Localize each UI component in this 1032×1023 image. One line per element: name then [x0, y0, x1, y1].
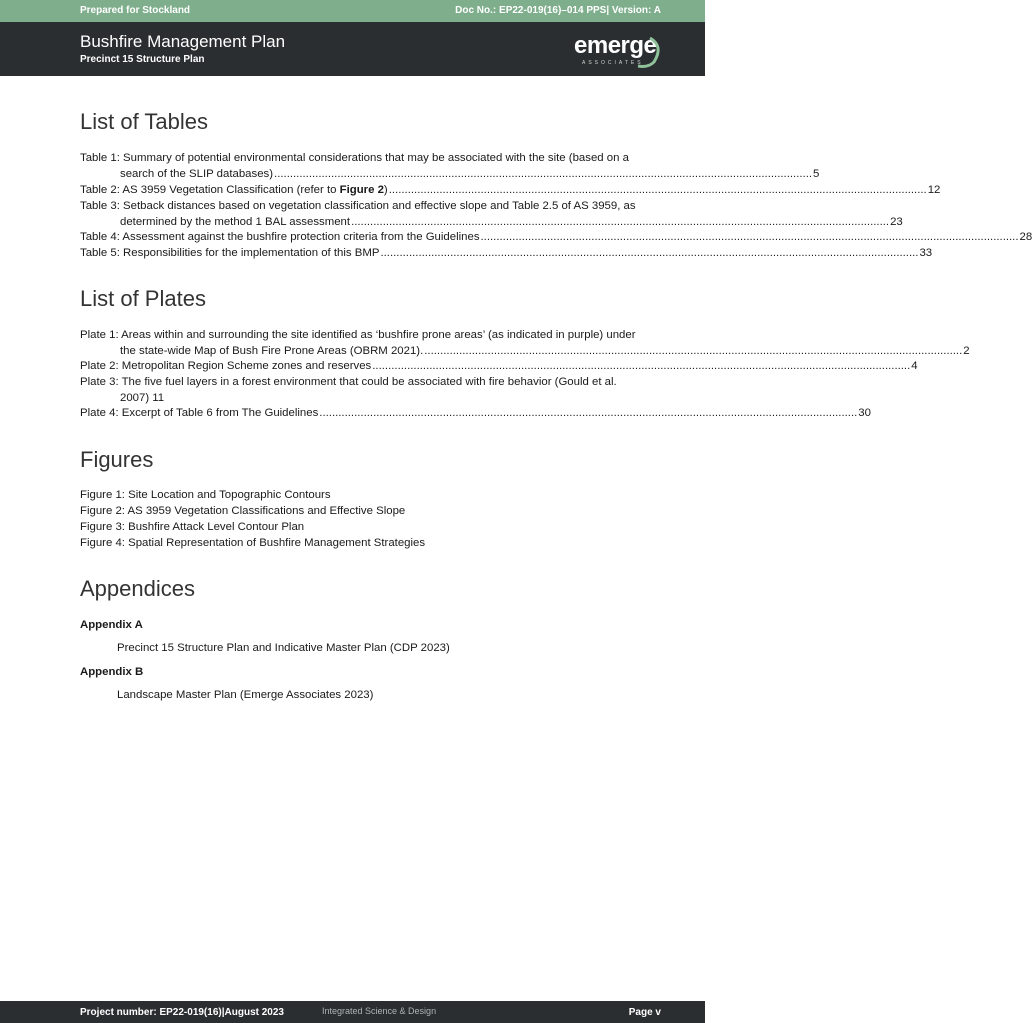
doc-number-text: Doc No.: EP22-019(16)–014 PPS| Version: A — [455, 5, 661, 16]
document-subtitle: Precinct 15 Structure Plan — [80, 54, 205, 65]
footer-tagline: Integrated Science & Design — [322, 1006, 437, 1016]
toc-line: Table 1: Summary of potential environmental considerations that may be associated with the site (based on a — [80, 152, 629, 164]
toc-text: Table 2: AS 3959 Vegetation Classification (refer to — [80, 184, 340, 196]
figure-item-3[interactable]: Figure 3: Bushfire Attack Level Contour Plan — [80, 521, 305, 533]
appendices-heading: Appendices — [80, 576, 195, 601]
toc-page: 28 — [1019, 231, 1032, 243]
toc-line: determined by the method 1 BAL assessment — [120, 215, 351, 228]
footer-bar — [0, 1001, 705, 1023]
top-bar — [0, 0, 705, 22]
appendix-a-description: Precinct 15 Structure Plan and Indicative Master Plan (CDP 2023) — [117, 642, 450, 654]
emerge-logo — [574, 32, 666, 72]
toc-page: 33 — [919, 247, 933, 259]
toc-line: the state-wide Map of Bush Fire Prone Areas (OBRM 2021). — [120, 344, 424, 357]
toc-page: 30 — [858, 407, 871, 419]
title-bar — [0, 22, 705, 76]
toc-table-1[interactable]: Table 1: Summary of potential environmental considerations that may be associated with the site (based on a search of the SLIP databases) .......................................................................................................................................................................... 5 — [80, 151, 662, 182]
logo-subtext: ASSOCIATES — [582, 60, 644, 66]
toc-line: Plate 3: The five fuel layers in a forest environment that could be associated with fire behavior (Gould et al. — [80, 376, 617, 388]
prepared-for-text: Prepared for Stockland — [80, 5, 191, 16]
toc-page: 4 — [911, 360, 918, 372]
logo-swoosh-icon — [574, 32, 666, 72]
appendix-b-description: Landscape Master Plan (Emerge Associates 2023) — [117, 689, 374, 701]
toc-line: 2007) 11 — [120, 391, 165, 404]
toc-page: 23 — [890, 215, 903, 228]
toc-table-3[interactable]: Table 3: Setback distances based on vegetation classification and effective slope and Table 2.5 of AS 3959, as determined by the method 1 BAL assessment .......................................................................................................................................................................... 23 — [80, 199, 662, 230]
toc-line: Plate 1: Areas within and surrounding the site identified as ‘bushfire prone areas’ (as indicated in purple) under — [80, 329, 636, 341]
toc-table-5[interactable]: Table 5: Responsibilities for the implementation of this BMP .......................................................................................................................................................................... 33 — [80, 246, 662, 262]
toc-plate-3[interactable] — [80, 375, 662, 406]
toc-page: 2 — [963, 344, 970, 357]
toc-text: Plate 4: Excerpt of Table 6 from The Guidelines — [80, 407, 319, 419]
appendix-a-label[interactable]: Appendix A — [80, 619, 143, 631]
page-number: Page v — [628, 1007, 661, 1018]
toc-text: Plate 2: Metropolitan Region Scheme zones and reserves — [80, 360, 372, 372]
toc-line: search of the SLIP databases) — [120, 167, 274, 180]
toc-plate-4[interactable]: Plate 4: Excerpt of Table 6 from The Guidelines .......................................................................................................................................................................... 30 — [80, 406, 662, 422]
toc-text: Table 4: Assessment against the bushfire protection criteria from the Guidelines — [80, 231, 480, 243]
appendix-b-label[interactable]: Appendix B — [80, 666, 144, 678]
toc-table-2[interactable]: Table 2: AS 3959 Vegetation Classification (refer to Figure 2) .......................................................................................................................................................................... 12 — [80, 183, 662, 199]
figure-item-2[interactable]: Figure 2: AS 3959 Vegetation Classifications and Effective Slope — [80, 505, 406, 517]
toc-page: 12 — [927, 184, 941, 196]
figure-ref[interactable]: Figure 2 — [339, 184, 384, 196]
toc-page: 5 — [813, 167, 820, 180]
figure-item-1[interactable]: Figure 1: Site Location and Topographic Contours — [80, 489, 331, 501]
toc-table-4[interactable]: Table 4: Assessment against the bushfire protection criteria from the Guidelines .......................................................................................................................................................................... 28 — [80, 230, 662, 246]
toc-line: Table 3: Setback distances based on vegetation classification and effective slope and Table 2.5 of AS 3959, as — [80, 200, 636, 212]
logo-word: emerge — [574, 32, 657, 59]
toc-plate-2[interactable]: Plate 2: Metropolitan Region Scheme zones and reserves .......................................................................................................................................................................... 4 — [80, 359, 662, 375]
toc-plate-1[interactable]: Plate 1: Areas within and surrounding the site identified as ‘bushfire prone areas’ (as indicated in purple) under the state-wide Map of Bush Fire Prone Areas (OBRM 2021). .......................................................................................................................................................................... 2 — [80, 328, 662, 359]
document-title: Bushfire Management Plan — [80, 32, 286, 51]
toc-text: Table 5: Responsibilities for the implementation of this BMP — [80, 247, 380, 259]
list-of-tables-heading: List of Tables — [80, 109, 209, 134]
project-number-text: Project number: EP22-019(16)|August 2023 — [80, 1007, 284, 1018]
list-of-plates-heading: List of Plates — [80, 286, 206, 311]
figure-item-4[interactable]: Figure 4: Spatial Representation of Bushfire Management Strategies — [80, 537, 426, 549]
figures-heading: Figures — [80, 447, 154, 472]
